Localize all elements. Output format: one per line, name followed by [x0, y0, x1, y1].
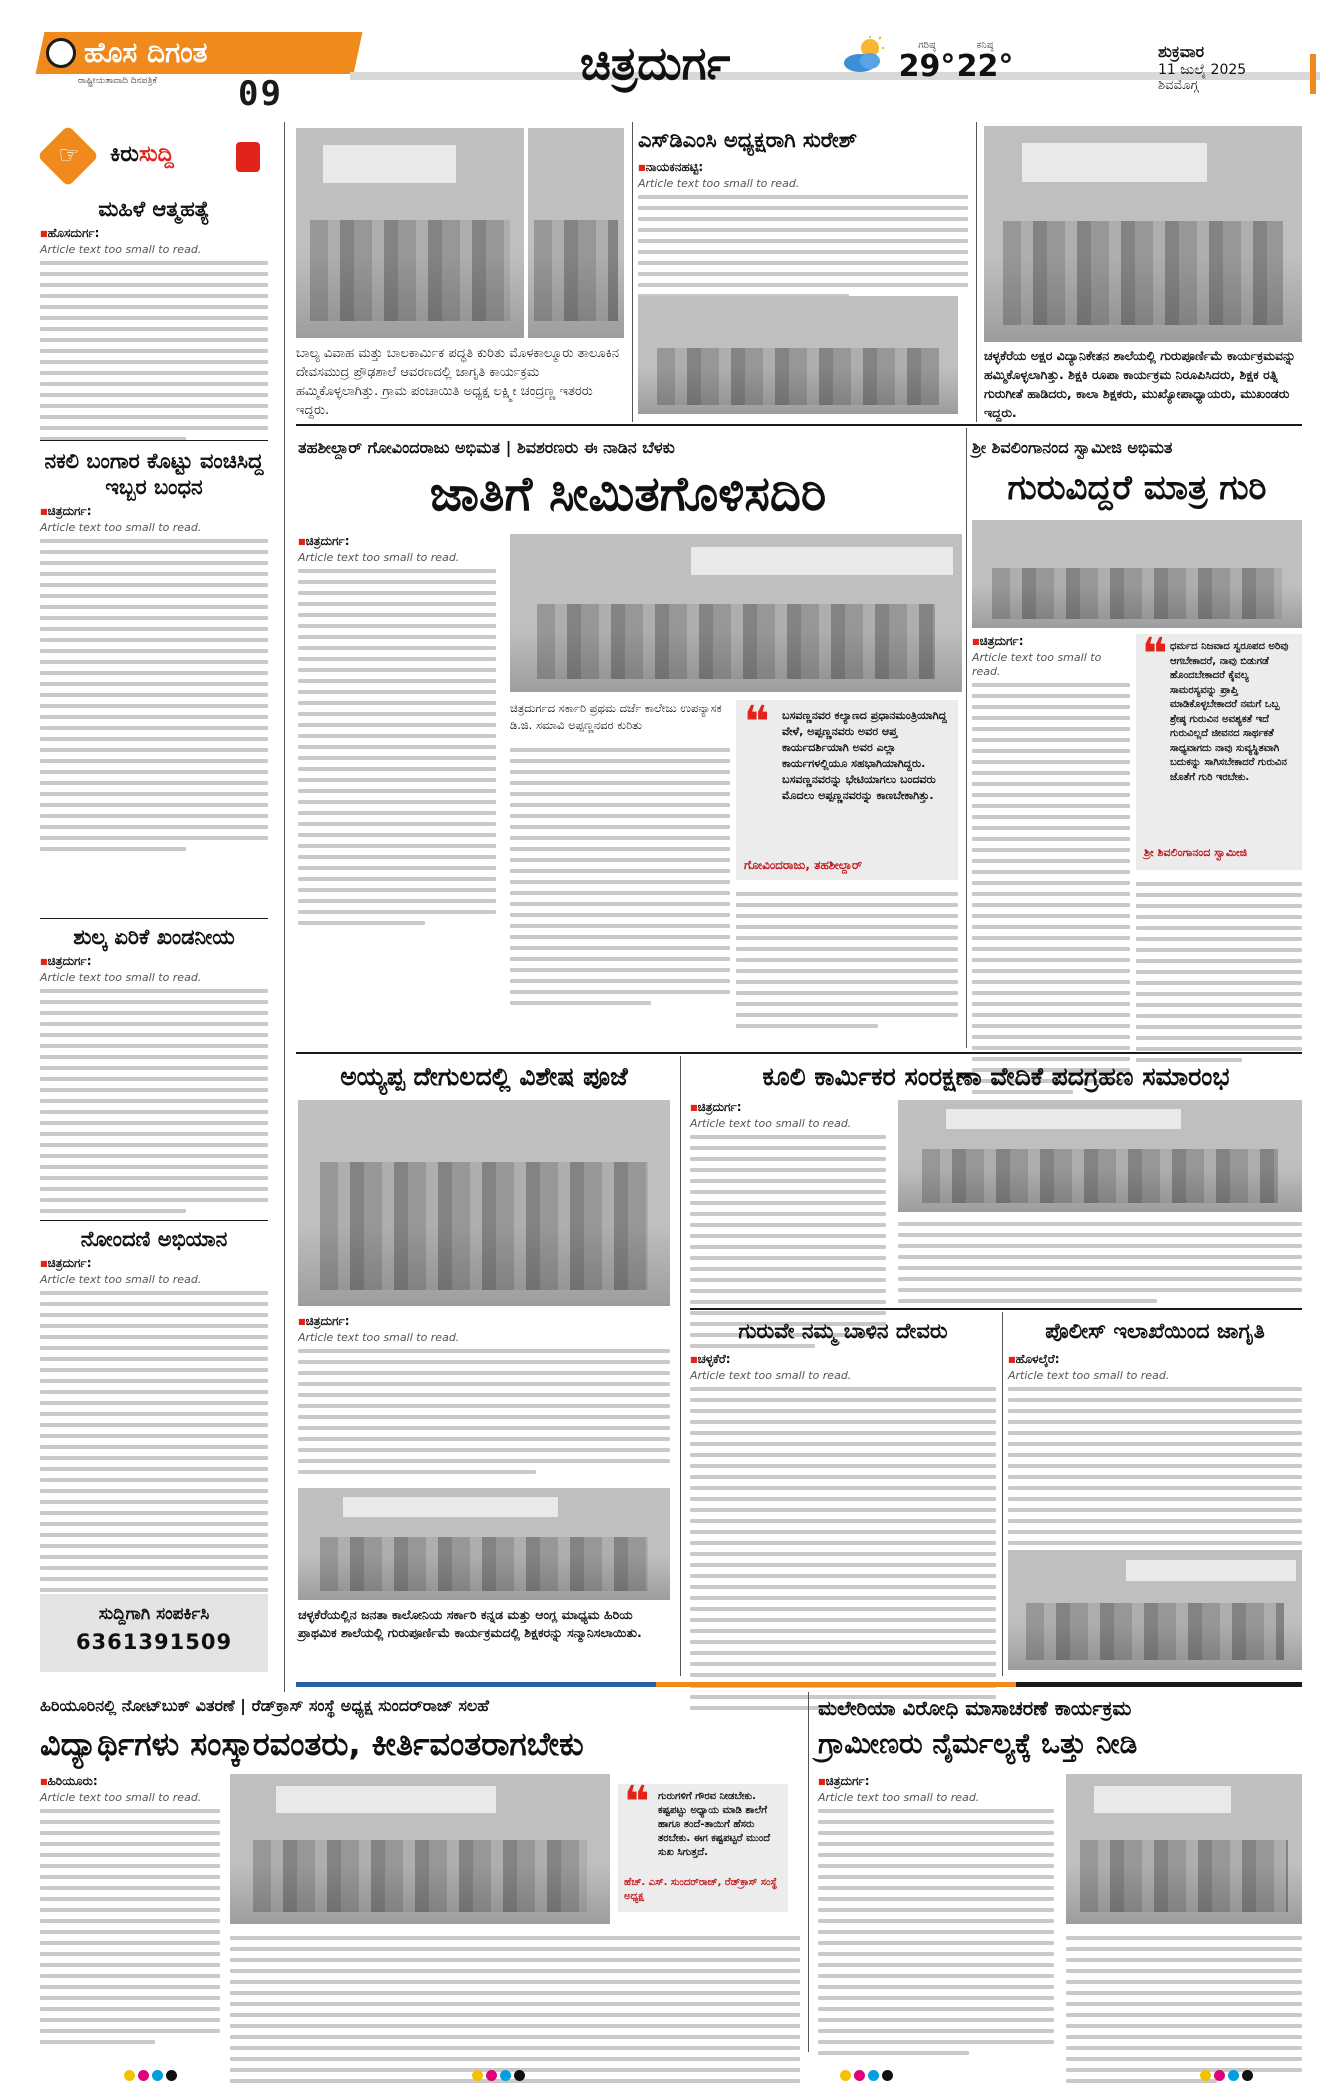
ayyappa-story: [298, 1314, 670, 1481]
photo-ayyappa-pooja: [298, 1100, 670, 1306]
notebook-col-1: [40, 1774, 220, 2051]
row-divider: [296, 424, 1302, 426]
sdmc-dateline: ■ ನಾಯಕನಹಟ್ಟಿ:: [638, 160, 968, 175]
illegible-note: Article text too small to read.: [298, 1331, 460, 1344]
illegible-note: Article text too small to read.: [40, 1791, 202, 1804]
malaria-headline: ಗ್ರಾಮೀಣರು ನೈರ್ಮಲ್ಯಕ್ಕೆ ಒತ್ತು ನೀಡಿ: [818, 1727, 1138, 1760]
coolie-dateline: ■ ಚಿತ್ರದುರ್ಗ:: [690, 1100, 886, 1115]
section-bar-blue: [296, 1682, 656, 1687]
page-number: 09: [238, 74, 283, 114]
brief-3: [40, 924, 268, 1220]
article-body: [638, 195, 968, 298]
article-body: [298, 1349, 670, 1474]
coolie-col-2: [898, 1218, 1302, 1310]
photo-caption: ಚಳ್ಳಕೆರೆಯ ಅಕ್ಷರ ವಿದ್ಯಾನಿಕೇತನ ಶಾಲೆಯಲ್ಲಿ ಗುರುಪೂರ್ಣಿಮೆ ಕಾರ್ಯಕ್ರಮವನ್ನು ಹಮ್ಮಿಕೊಳ್ಳಲಾಗಿತ್ತು. ಶಿಕ್ಷಕಿ ರೂಪಾ ಕಾರ್ಯಕ್ರಮ ನಿರೂಪಿಸಿದರು, ಶಿಕ್ಷಕ ರತ್ನಿ ಗುರುಗೀತೆ ಹಾಡಿದರು, ಕಾಲಾ ಶಿಕ್ಷಕರು, ಮುಖ್ಯೋಪಾಧ್ಯಾಯರು, ಮುಖಂಡರು ಇದ್ದರು.: [984, 348, 1296, 420]
brief-divider: [40, 1220, 268, 1221]
lead-quote-box: [736, 697, 958, 880]
malaria-dateline: ■ ಚಿತ್ರದುರ್ಗ:: [818, 1774, 1054, 1789]
illegible-note: Article text too small to read.: [638, 177, 800, 190]
max-temp: 29°: [898, 49, 956, 84]
logo-text: ಹೊಸ ದಿಗಂತ: [84, 36, 208, 69]
registration-marks: [124, 2066, 180, 2078]
logo: [20, 26, 360, 114]
sdmc-story: [638, 160, 968, 305]
photo-lead-event: [510, 534, 962, 692]
photo-awareness-program: [296, 128, 524, 338]
lead-kicker: ತಹಶೀಲ್ದಾರ್ ಗೋವಿಂದರಾಜು ಅಭಿಮತ | ಶಿವಶರಣರು ಈ ನಾಡಿನ ಬೆಳಕು: [298, 438, 675, 457]
notebook-quote-attribution: ಹೆಚ್. ಎಸ್. ಸುಂದರ್‌ರಾಜ್, ರೆಡ್‌ಕ್ರಾಸ್ ಸಂಸ್ಥೆ ಅಧ್ಯಕ್ಷ: [624, 1877, 778, 1902]
brief-dateline: ■ ಚಿತ್ರದುರ್ಗ:: [40, 1256, 268, 1271]
photo-awareness-program-2: [528, 128, 624, 338]
guru-col-2: [1136, 878, 1302, 1069]
article-body: [40, 989, 268, 1213]
photo-caption: ಚಳ್ಳಕೆರೆಯಲ್ಲಿನ ಜನತಾ ಕಾಲೋನಿಯ ಸರ್ಕಾರಿ ಕನ್ನಡ ಮತ್ತು ಆಂಗ್ಲ ಮಾಧ್ಯಮ ಹಿರಿಯ ಪ್ರಾಥಮಿಕ ಶಾಲೆಯಲ್ಲಿ ಗುರುಪೂರ್ಣಿಮೆ ಕಾರ್ಯಕ್ರಮದಲ್ಲಿ ಶಿಕ್ಷಕರನ್ನು ಸನ್ಮಾನಿಸಲಾಯಿತು.: [298, 1607, 642, 1640]
column-divider: [966, 428, 967, 1048]
contact-box: [40, 1594, 268, 1672]
issue-date: 11 ಜುಲೈ 2025: [1158, 62, 1247, 78]
article-body: [898, 1222, 1302, 1303]
photo-notebook-distribution: [230, 1774, 610, 1924]
registration-marks: [840, 2066, 896, 2078]
photo-caption: ಚಿತ್ರದುರ್ಗದ ಸರ್ಕಾರಿ ಪ್ರಥಮ ದರ್ಜೆ ಕಾಲೇಜು ಉಪನ್ಯಾಸಕ ಡಿ.ಜಿ. ಸಮಾವಿ ಅಪ್ಪಣ್ಣನವರ ಕುರಿತು: [510, 701, 722, 732]
column-divider: [976, 122, 977, 422]
article-body: [40, 261, 268, 441]
ayyappa-dateline: ■ ಚಿತ್ರದುರ್ಗ:: [298, 1314, 670, 1329]
illegible-note: Article text too small to read.: [818, 1791, 980, 1804]
photo-malaria-event: [1066, 1774, 1302, 1924]
lead-quote-attribution: ಗೋವಿಂದರಾಜು, ತಹಶೀಲ್ದಾರ್: [744, 858, 863, 872]
notebook-quote-box: [618, 1777, 788, 1912]
column-divider: [808, 1692, 809, 2052]
orange-tab: [1310, 54, 1316, 94]
guru-kicker: ಶ್ರೀ ಶಿವಲಿಂಗಾನಂದ ಸ್ವಾಮೀಜಿ ಅಭಿಮತ: [972, 438, 1173, 457]
logo-emblem-icon: [46, 38, 76, 68]
section-bar-orange: [656, 1682, 1016, 1687]
quote-mark-icon: ❝: [744, 697, 770, 748]
weekday: ಶುಕ್ರವಾರ: [1158, 42, 1205, 61]
column-divider: [680, 1056, 681, 1676]
illegible-note: Article text too small to read.: [298, 551, 460, 564]
article-body: [1066, 1936, 1302, 2083]
article-body: [40, 1809, 220, 2044]
article-body: [40, 539, 268, 851]
police-dateline: ■ ಹೊಳಲ್ಕೆರೆ:: [1008, 1352, 1302, 1367]
max-temp-label: ಗರಿಷ್ಠ: [918, 40, 936, 51]
guruve-dateline: ■ ಚಳ್ಳಕೆರೆ:: [690, 1352, 996, 1367]
article-body: [1136, 882, 1302, 1062]
notebook-quote: ಗುರುಗಳಿಗೆ ಗೌರವ ನೀಡಬೇಕು. ಕಷ್ಟಪಟ್ಟು ಅಧ್ಯಾಯ ಮಾಡಿ ಶಾಲೆಗೆ ಹಾಗೂ ತಂದೆ-ತಾಯಿಗೆ ಹೆಸರು ತರಬೇಕು. ಈಗ ಕಷ್ಟಪಟ್ಟರೆ ಮುಂದೆ ಸುಖ ಸಿಗುತ್ತದೆ.: [658, 1791, 771, 1858]
kiru-red-tab: [236, 142, 260, 172]
min-temp-block: [950, 40, 1020, 83]
guru-dateline: ■ ಚಿತ್ರದುರ್ಗ:: [972, 634, 1130, 649]
article-body: [818, 1809, 1054, 2055]
section-bar-dark: [1016, 1682, 1302, 1687]
lead-dateline: ■ ಚಿತ್ರದುರ್ಗ:: [298, 534, 496, 549]
brief-dateline: ■ ಚಿತ್ರದುರ್ಗ:: [40, 954, 268, 969]
article-body: [230, 1936, 800, 2085]
notebook-dateline: ■ ಹಿರಿಯೂರು:: [40, 1774, 220, 1789]
hand-icon: ☞: [58, 141, 80, 169]
brief-divider: [40, 918, 268, 919]
lead-quote: ಬಸವಣ್ಣನವರ ಕಲ್ಯಾಣದ ಪ್ರಧಾನಮಂತ್ರಿಯಾಗಿದ್ದ ವೇಳೆ, ಅಪ್ಪಣ್ಣನವರು ಅವರ ಆಪ್ತ ಕಾರ್ಯದರ್ಶಿಯಾಗಿ ಅವರ ಎಲ್ಲಾ ಕಾರ್ಯಗಳಲ್ಲಿಯೂ ಸಹಭಾಗಿಯಾಗಿದ್ದರು. ಬಸವಣ್ಣನವರನ್ನು ಭೇಟಿಯಾಗಲು ಬಂದವರು ಮೊದಲು ಅಪ್ಪಣ್ಣನವರನ್ನು ಕಾಣಬೇಕಾಗಿತ್ತು.: [782, 709, 947, 802]
article-body: [510, 748, 730, 1005]
illegible-note: Article text too small to read.: [690, 1369, 852, 1382]
illegible-note: Article text too small to read.: [40, 1273, 202, 1286]
brief-headline: ನಕಲಿ ಬಂಗಾರ ಕೊಟ್ಟು ವಂಚಿಸಿದ್ದ ಇಬ್ಬರ ಬಂಧನ: [44, 449, 264, 499]
article-body: [298, 569, 496, 925]
guru-quote-attribution: ಶ್ರೀ ಶಿವಲಿಂಗಾನಂದ ಸ್ವಾಮೀಜಿ: [1144, 846, 1248, 859]
contact-label: ಸುದ್ದಿಗಾಗಿ ಸಂಪರ್ಕಿಸಿ: [98, 1604, 210, 1624]
column-divider: [1002, 1312, 1003, 1676]
brief-divider: [40, 440, 268, 441]
guru-quote: ಧರ್ಮದ ನಿಜವಾದ ಸ್ವರೂಪದ ಅರಿವು ಆಗಬೇಕಾದರೆ, ನಾವು ಬಿಡುಗಡೆ ಹೊಂದಬೇಕಾದರೆ ಕೈವಲ್ಯ ಸಾಮರಸ್ಯವನ್ನು ಪ್ರಾಪ್ತಿ ಮಾಡಿಕೊಳ್ಳಬೇಕಾದರೆ ನಮಗೆ ಒಬ್ಬ ಶ್ರೇಷ್ಠ ಗುರುವಿನ ಅವಶ್ಯಕತೆ ಇದೆ ಗುರುವಿಲ್ಲದೆ ಜೀವನದ ಸಾರ್ಥಕತೆ ಸಾಧ್ಯವಾಗದು ನಾವು ಸುವ್ಯಸ್ಥಿತವಾಗಿ ಬದುಕನ್ನು ಸಾಗಿಸಬೇಕಾದರೆ ಗುರುವಿನ ಜೊತೆಗೆ ಗುರಿ ಇರಬೇಕು.: [1170, 641, 1289, 783]
column-divider: [632, 122, 633, 422]
brief-dateline: ■ ಹೊಸದುರ್ಗ:: [40, 226, 268, 241]
row-divider: [690, 1308, 1302, 1310]
article-body: [1008, 1387, 1302, 1556]
photo-police-awareness: [1008, 1550, 1302, 1670]
min-temp: 22°: [956, 49, 1014, 84]
illegible-note: Article text too small to read.: [40, 521, 202, 534]
photo-coolie-event: [898, 1100, 1302, 1212]
min-temp-label: ಕನಿಷ್ಠ: [976, 40, 994, 51]
sdmc-headline: ಎಸ್‌ಡಿಎಂಸಿ ಅಧ್ಯಕ್ಷರಾಗಿ ಸುರೇಶ್: [638, 128, 858, 152]
quote-mark-icon: ❝: [1142, 629, 1168, 680]
guru-headline: ಗುರುವಿದ್ದರೆ ಮಾತ್ರ ಗುರಿ: [1007, 468, 1267, 508]
photo-guru-event: [972, 520, 1302, 628]
brief-1: [40, 196, 268, 448]
police-story: [1008, 1352, 1302, 1563]
guruve-story: [690, 1352, 996, 1717]
registration-marks: [472, 2066, 528, 2078]
guru-quote-box: [1136, 629, 1302, 870]
registration-marks: [1200, 2066, 1256, 2078]
logo-tagline: ರಾಷ್ಟ್ರೀಯತಾವಾದಿ ದಿನಪತ್ರಿಕೆ: [78, 76, 157, 86]
illegible-note: Article text too small to read.: [40, 243, 202, 256]
article-body: [972, 683, 1130, 1094]
lead-col-1: [298, 534, 496, 932]
article-body: [736, 892, 958, 1028]
illegible-note: Article text too small to read.: [1008, 1369, 1170, 1382]
illegible-note: Article text too small to read.: [40, 971, 202, 984]
lead-headline: ಜಾತಿಗೆ ಸೀಮಿತಗೊಳಿಸದಿರಿ: [429, 466, 827, 522]
masthead: [20, 14, 1320, 116]
city-name: ಚಿತ್ರದುರ್ಗ: [580, 36, 731, 90]
quote-mark-icon: ❝: [624, 1777, 650, 1828]
brief-headline: ಶುಲ್ಕ ಏರಿಕೆ ಖಂಡನೀಯ: [73, 925, 235, 949]
brief-4: [40, 1226, 268, 1643]
kiru-suddi-title: ಕಿರುಸುದ್ದಿ: [110, 142, 174, 167]
malaria-col-2: [1066, 1932, 1302, 2085]
malaria-col-1: [818, 1774, 1054, 2062]
malaria-kicker: ಮಲೇರಿಯಾ ವಿರೋಧಿ ಮಾಸಾಚರಣೆ ಕಾರ್ಯಕ್ರಮ: [818, 1696, 1132, 1720]
guru-col-1: [972, 634, 1130, 1101]
photo-school-felicitation: [298, 1488, 670, 1600]
kiru-suddi-header: [40, 128, 266, 188]
brief-2: [40, 448, 268, 858]
partly-cloudy-icon: [840, 36, 886, 74]
date-block: [1158, 42, 1308, 93]
illegible-note: Article text too small to read.: [690, 1117, 852, 1130]
notebook-kicker: ಹಿರಿಯೂರಿನಲ್ಲಿ ನೋಟ್‌ಬುಕ್ ವಿತರಣೆ | ರೆಡ್‌ಕ್ರಾಸ್ ಸಂಸ್ಥೆ ಅಧ್ಯಕ್ಷ ಸುಂದರ್‌ರಾಜ್ ಸಲಹೆ: [40, 1696, 489, 1715]
ayyappa-headline: ಅಯ್ಯಪ್ಪ ದೇಗುಲದಲ್ಲಿ ವಿಶೇಷ ಪೂಜೆ: [340, 1062, 628, 1091]
lead-col-2: [510, 744, 730, 1012]
police-headline: ಪೊಲೀಸ್ ಇಲಾಖೆಯಿಂದ ಜಾಗೃತಿ: [1045, 1319, 1265, 1343]
brief-dateline: ■ ಚಿತ್ರದುರ್ಗ:: [40, 504, 268, 519]
illegible-note: Article text too small to read.: [972, 651, 1102, 678]
row-divider: [296, 1052, 1302, 1054]
article-body: [690, 1387, 996, 1710]
guruve-headline: ಗುರುವೇ ನಮ್ಮ ಬಾಳಿನ ದೇವರು: [738, 1319, 948, 1343]
photo-sdmc-group: [638, 296, 958, 414]
notebook-headline: ವಿದ್ಯಾರ್ಥಿಗಳು ಸಂಸ್ಕಾರವಂತರು, ಕೀರ್ತಿವಂತರಾಗಬೇಕು: [40, 1725, 584, 1763]
contact-phone[interactable]: 6361391509: [75, 1630, 233, 1654]
lead-col-3: [736, 888, 958, 1035]
brief-headline: ನೋಂದಣಿ ಅಭಿಯಾನ: [80, 1227, 228, 1251]
photo-caption: ಬಾಲ್ಯ ವಿವಾಹ ಮತ್ತು ಬಾಲಕಾರ್ಮಿಕ ಪದ್ಧತಿ ಕುರಿತು ಮೊಳಕಾಲ್ಮೂರು ತಾಲೂಕಿನ ದೇವಸಮುದ್ರ ಪ್ರೌಢಶಾಲೆ ಆವರಣದಲ್ಲಿ ಜಾಗೃತಿ ಕಾರ್ಯಕ್ರಮ ಹಮ್ಮಿಕೊಳ್ಳಲಾಗಿತ್ತು. ಗ್ರಾಮ ಪಂಚಾಯಿತಿ ಅಧ್ಯಕ್ಷ ಲಕ್ಷ್ಮೀ ಚಂದ್ರಣ್ಣ ಇತರರು ಇದ್ದರು.: [296, 346, 619, 418]
brief-headline: ಮಹಿಳೆ ಆತ್ಮಹತ್ಯೆ: [98, 197, 210, 221]
edition-place: ಶಿವಮೊಗ್ಗ: [1158, 78, 1199, 93]
coolie-headline: ಕೂಲಿ ಕಾರ್ಮಿಕರ ಸಂರಕ್ಷಣಾ ವೇದಿಕೆ ಪದಗ್ರಹಣ ಸಮಾರಂಭ: [762, 1062, 1230, 1091]
column-divider: [284, 122, 285, 1692]
article-body: [40, 1291, 268, 1636]
notebook-col-2: [230, 1932, 800, 2085]
photo-guru-purnima-students: [984, 126, 1302, 342]
